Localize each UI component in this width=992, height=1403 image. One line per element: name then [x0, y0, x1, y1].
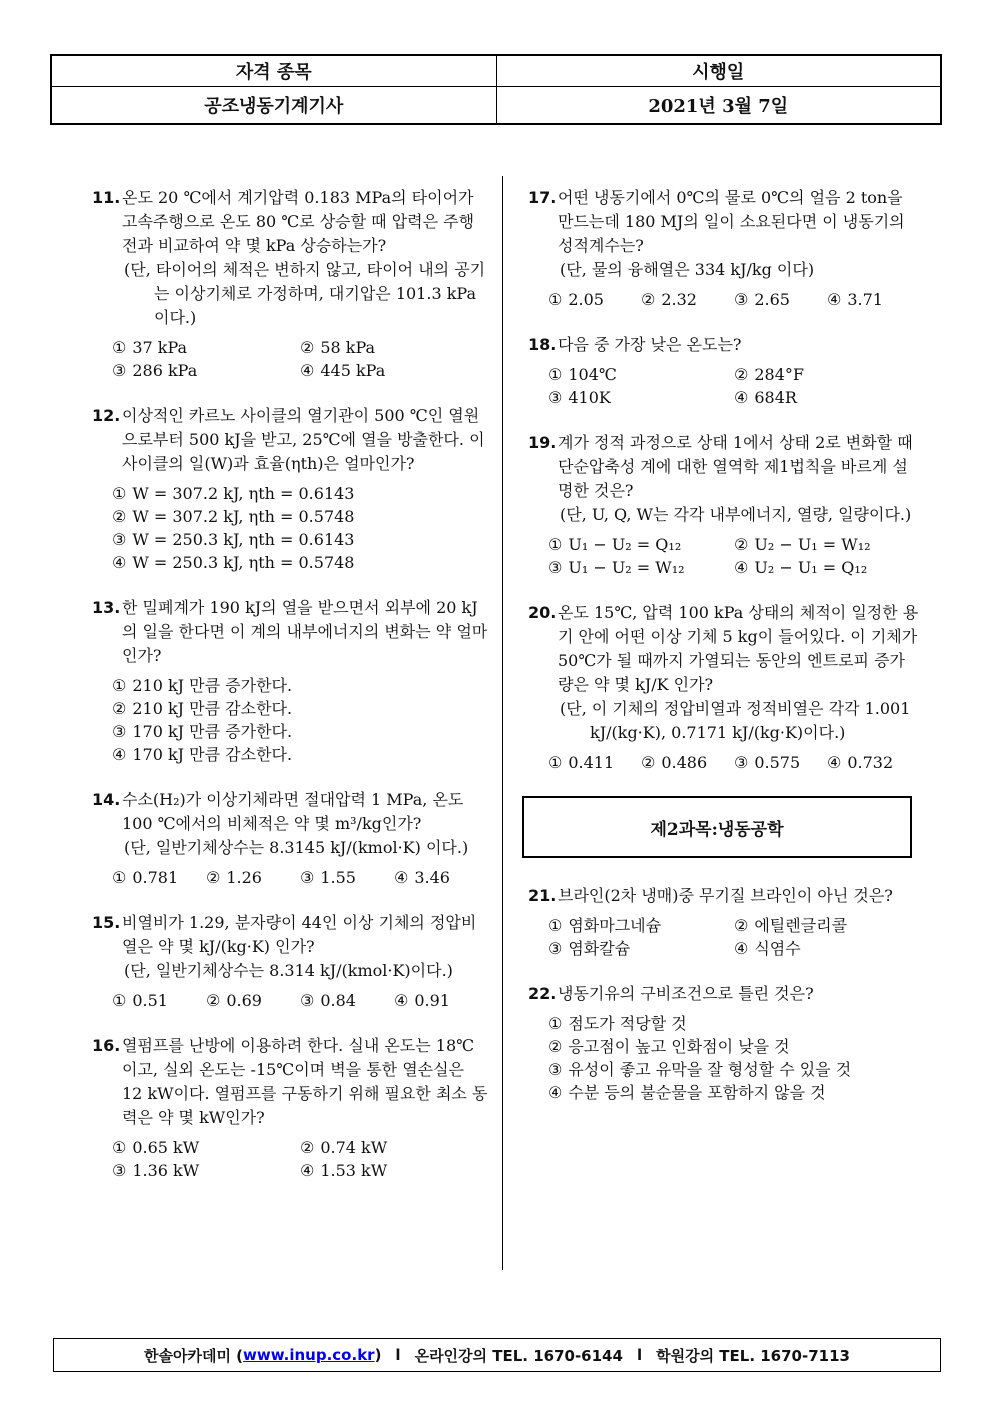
option-marker: ② — [734, 535, 749, 554]
option-text: U₁ − U₂ = Q₁₂ — [568, 535, 682, 554]
answer-option — [112, 989, 206, 1012]
option-marker: ② — [300, 1138, 315, 1157]
answer-option — [827, 288, 920, 311]
answer-option — [112, 697, 488, 720]
option-marker: ② — [641, 290, 656, 309]
option-marker: ① — [112, 676, 127, 695]
answer-option — [548, 1012, 920, 1035]
answer-option — [112, 505, 488, 528]
option-text: 0.74 kW — [320, 1138, 388, 1157]
question-stem — [92, 788, 488, 836]
question-stem — [528, 333, 920, 357]
option-marker: ① — [548, 753, 563, 772]
section-title-box — [522, 796, 912, 858]
answer-option — [548, 556, 734, 579]
question-text: 한 밀폐계가 190 kJ의 열을 받으면서 외부에 20 kJ의 일을 한다면 이 계의 내부에너지의 변화는 약 얼마인가? — [122, 598, 488, 665]
answer-options — [92, 482, 488, 574]
answer-option — [548, 751, 641, 774]
footer-org: 한솔아카데미 ( — [144, 1346, 244, 1365]
option-text: U₂ − U₁ = W₁₂ — [754, 535, 871, 554]
answer-options — [92, 1136, 488, 1182]
answer-option — [734, 533, 920, 556]
answer-options — [528, 363, 920, 409]
option-marker: ④ — [827, 290, 842, 309]
question-item — [528, 601, 920, 774]
exam-date: 2021년 3월 7일 — [496, 87, 941, 125]
answer-options — [92, 866, 488, 889]
answer-options — [528, 751, 920, 774]
option-marker: ④ — [548, 1083, 563, 1102]
answer-option — [641, 288, 734, 311]
column-divider — [502, 176, 503, 1270]
option-text: 응고점이 높고 인화점이 낮을 것 — [568, 1037, 790, 1056]
question-number: 19. — [528, 433, 557, 452]
option-text: 염화마그네슘 — [568, 916, 662, 935]
option-marker: ① — [112, 1138, 127, 1157]
option-text: 0.51 — [132, 991, 168, 1010]
option-text: 2.05 — [568, 290, 604, 309]
question-number: 11. — [92, 188, 121, 207]
answer-option — [394, 866, 488, 889]
question-number: 13. — [92, 598, 121, 617]
question-text: 비열비가 1.29, 분자량이 44인 이상 기체의 정압비열은 약 몇 kJ/(kg·K) 인가? — [122, 913, 477, 956]
option-text: 0.84 — [320, 991, 356, 1010]
option-marker: ③ — [734, 290, 749, 309]
option-text: W = 250.3 kJ, ηth = 0.6143 — [132, 530, 355, 549]
option-marker: ① — [548, 290, 563, 309]
option-marker: ② — [112, 699, 127, 718]
option-marker: ① — [548, 1014, 563, 1033]
question-number: 17. — [528, 188, 557, 207]
question-text: 다음 중 가장 낮은 온도는? — [558, 335, 742, 354]
question-stem — [528, 186, 920, 258]
option-marker: ② — [548, 1037, 563, 1056]
answer-options — [92, 989, 488, 1012]
option-marker: ④ — [112, 745, 127, 764]
option-marker: ① — [548, 916, 563, 935]
option-marker: ① — [112, 991, 127, 1010]
question-text: 어떤 냉동기에서 0℃의 물로 0℃의 얼음 2 ton을 만드는데 180 MJ의 일이 소요된다면 이 냉동기의 성적계수는? — [558, 188, 905, 255]
question-stem — [528, 601, 920, 697]
question-text: 브라인(2차 냉매)중 무기질 브라인이 아닌 것은? — [558, 886, 893, 905]
option-text: 3.71 — [847, 290, 883, 309]
option-text: U₂ − U₁ = Q₁₂ — [754, 558, 868, 577]
answer-option — [112, 336, 300, 359]
question-text: 이상적인 카르노 사이클의 열기관이 500 ℃인 열원으로부터 500 kJ을 받고, 25℃에 열을 방출한다. 이 사이클의 일(W)과 효율(ηth)은 얼마인가? — [122, 406, 485, 473]
option-text: 에틸렌글리콜 — [754, 916, 848, 935]
footer-online-tel: 온라인강의 TEL. 1670-6144 — [414, 1346, 623, 1365]
option-marker: ② — [734, 916, 749, 935]
question-stem — [528, 884, 920, 908]
question-stem — [528, 431, 920, 503]
question-text: 온도 15℃, 압력 100 kPa 상태의 체적이 일정한 용기 안에 어떤 이상 기체 5 kg이 들어있다. 이 기체가 50℃가 될 때까지 가열되는 동안의 엔트로피 증가량은 약 몇 kJ/K 인가? — [558, 603, 919, 694]
option-text: 수분 등의 불순물을 포함하지 않을 것 — [568, 1083, 826, 1102]
option-text: 284°F — [754, 365, 804, 384]
option-text: 염화칼슘 — [568, 939, 631, 958]
option-text: 2.65 — [754, 290, 790, 309]
option-text: 1.53 kW — [320, 1161, 388, 1180]
option-text: 0.575 — [754, 753, 801, 772]
question-item — [92, 596, 488, 766]
option-marker: ① — [112, 868, 127, 887]
question-number: 16. — [92, 1036, 121, 1055]
question-item — [92, 186, 488, 382]
answer-options — [528, 288, 920, 311]
section-title: 제2과목:냉동공학 — [650, 819, 784, 840]
option-marker: ③ — [112, 361, 127, 380]
answer-option — [206, 866, 300, 889]
exam-header-table — [50, 54, 942, 125]
answer-option — [548, 1035, 920, 1058]
option-text: 37 kPa — [132, 338, 188, 357]
option-text: W = 307.2 kJ, ηth = 0.5748 — [132, 507, 355, 526]
answer-option — [112, 1136, 300, 1159]
question-stem — [92, 186, 488, 258]
answer-option — [548, 1081, 920, 1104]
left-column — [92, 186, 488, 1204]
option-text: 1.26 — [226, 868, 262, 887]
option-marker: ③ — [300, 868, 315, 887]
option-marker: ④ — [827, 753, 842, 772]
answer-options — [92, 674, 488, 766]
right-column-questions-a — [528, 186, 920, 774]
option-marker: ④ — [734, 388, 749, 407]
answer-option — [548, 288, 641, 311]
option-text: 210 kJ 만큼 감소한다. — [132, 699, 293, 718]
option-marker: ④ — [734, 558, 749, 577]
question-stem — [92, 1034, 488, 1130]
question-number: 14. — [92, 790, 121, 809]
option-text: 58 kPa — [320, 338, 376, 357]
option-text: 410K — [568, 388, 611, 407]
question-note: (단, 물의 융해열은 334 kJ/kg 이다) — [560, 260, 815, 279]
right-column — [528, 186, 920, 1126]
answer-option — [112, 359, 300, 382]
question-number: 15. — [92, 913, 121, 932]
answer-option — [300, 336, 488, 359]
question-text: 냉동기유의 구비조건으로 틀린 것은? — [558, 984, 814, 1003]
answer-option — [112, 551, 488, 574]
option-text: 0.91 — [414, 991, 450, 1010]
option-text: 점도가 적당할 것 — [568, 1014, 687, 1033]
question-text: 수소(H₂)가 이상기체라면 절대압력 1 MPa, 온도 100 ℃에서의 비체적은 약 몇 m³/kg인가? — [122, 790, 464, 833]
option-marker: ③ — [548, 558, 563, 577]
header-col1-label: 자격 종목 — [51, 55, 496, 87]
option-marker: ④ — [112, 553, 127, 572]
question-note: (단, U, Q, W는 각각 내부에너지, 열량, 일량이다.) — [560, 505, 912, 524]
question-number: 12. — [92, 406, 121, 425]
option-text: 0.732 — [847, 753, 894, 772]
option-marker: ① — [112, 484, 127, 503]
option-marker: ① — [548, 365, 563, 384]
answer-option — [548, 533, 734, 556]
option-text: 0.69 — [226, 991, 262, 1010]
question-text: 열펌프를 난방에 이용하려 한다. 실내 온도는 18℃이고, 실외 온도는 -15℃이며 벽을 통한 열손실은 12 kW이다. 열펌프를 구동하기 위해 필요한 최소 동력은 약 몇 kW인가? — [122, 1036, 488, 1127]
answer-option — [734, 751, 827, 774]
option-text: 104℃ — [568, 365, 617, 384]
option-text: 0.781 — [132, 868, 179, 887]
answer-options — [528, 533, 920, 579]
option-text: 1.36 kW — [132, 1161, 200, 1180]
answer-option — [827, 751, 920, 774]
answer-option — [394, 989, 488, 1012]
answer-option — [300, 989, 394, 1012]
option-marker: ③ — [112, 722, 127, 741]
answer-option — [641, 751, 734, 774]
question-text: 온도 20 ℃에서 계기압력 0.183 MPa의 타이어가 고속주행으로 온도 80 ℃로 상승할 때 압력은 주행 전과 비교하여 약 몇 kPa 상승하는가? — [122, 188, 475, 255]
option-text: 170 kJ 만큼 증가한다. — [132, 722, 293, 741]
answer-option — [112, 743, 488, 766]
option-text: 0.65 kW — [132, 1138, 200, 1157]
question-item — [528, 333, 920, 409]
footer-paren: ) — [374, 1346, 382, 1364]
option-text: W = 250.3 kJ, ηth = 0.5748 — [132, 553, 355, 572]
question-item — [92, 1034, 488, 1182]
option-marker: ③ — [112, 530, 127, 549]
footer-separator: l — [636, 1346, 643, 1364]
question-note: (단, 일반기체상수는 8.314 kJ/(kmol·K)이다.) — [124, 961, 453, 980]
answer-option — [734, 363, 920, 386]
question-item — [92, 788, 488, 889]
answer-options — [528, 914, 920, 960]
option-marker: ② — [300, 338, 315, 357]
question-item — [528, 884, 920, 960]
question-number: 21. — [528, 886, 557, 905]
option-marker: ③ — [300, 991, 315, 1010]
option-text: 3.46 — [414, 868, 450, 887]
answer-option — [548, 386, 734, 409]
option-marker: ④ — [394, 868, 409, 887]
answer-options — [528, 1012, 920, 1104]
option-marker: ① — [112, 338, 127, 357]
option-marker: ③ — [548, 939, 563, 958]
option-marker: ③ — [548, 388, 563, 407]
option-text: 445 kPa — [320, 361, 386, 380]
answer-option — [112, 866, 206, 889]
option-marker: ④ — [734, 939, 749, 958]
question-stem — [528, 982, 920, 1006]
option-marker: ④ — [300, 361, 315, 380]
answer-option — [300, 1159, 488, 1182]
question-number: 18. — [528, 335, 557, 354]
answer-option — [112, 674, 488, 697]
answer-option — [734, 556, 920, 579]
answer-option — [548, 937, 734, 960]
answer-option — [734, 937, 920, 960]
option-text: 0.411 — [568, 753, 615, 772]
question-text: 계가 정적 과정으로 상태 1에서 상태 2로 변화할 때 단순압축성 계에 대한 열역학 제1법칙을 바르게 설명한 것은? — [558, 433, 913, 500]
option-text: W = 307.2 kJ, ηth = 0.6143 — [132, 484, 355, 503]
answer-option — [734, 386, 920, 409]
question-item — [528, 982, 920, 1104]
option-text: 식염수 — [754, 939, 801, 958]
footer-separator: l — [395, 1346, 401, 1364]
exam-subject: 공조냉동기계기사 — [51, 87, 496, 125]
question-number: 20. — [528, 603, 557, 622]
answer-option — [112, 528, 488, 551]
answer-option — [112, 1159, 300, 1182]
option-text: 286 kPa — [132, 361, 198, 380]
question-item — [528, 186, 920, 311]
option-marker: ② — [641, 753, 656, 772]
footer-academy-tel: 학원강의 TEL. 1670-7113 — [656, 1346, 850, 1365]
answer-option — [112, 720, 488, 743]
question-stem — [92, 596, 488, 668]
answer-options — [92, 336, 488, 382]
question-item — [528, 431, 920, 579]
question-note: (단, 이 기체의 정압비열과 정적비열은 각각 1.001 kJ/(kg·K), 0.7171 kJ/(kg·K)이다.) — [560, 699, 911, 742]
option-marker: ② — [206, 868, 221, 887]
answer-option — [112, 482, 488, 505]
option-text: 170 kJ 만큼 감소한다. — [132, 745, 293, 764]
option-marker: ④ — [394, 991, 409, 1010]
option-text: 2.32 — [661, 290, 697, 309]
question-item — [92, 911, 488, 1012]
option-marker: ④ — [300, 1161, 315, 1180]
option-marker: ③ — [548, 1060, 563, 1079]
option-text: 210 kJ 만큼 증가한다. — [132, 676, 293, 695]
question-note: (단, 타이어의 체적은 변하지 않고, 타이어 내의 공기는 이상기체로 가정하며, 대기압은 101.3 kPa이다.) — [124, 260, 486, 327]
answer-option — [300, 1136, 488, 1159]
option-marker: ② — [112, 507, 127, 526]
answer-option — [734, 288, 827, 311]
question-stem — [92, 911, 488, 959]
answer-option — [300, 359, 488, 382]
question-number: 22. — [528, 984, 557, 1003]
option-text: 684R — [754, 388, 797, 407]
answer-option — [734, 914, 920, 937]
option-text: 유성이 좋고 유막을 잘 형성할 수 있을 것 — [568, 1060, 852, 1079]
header-col2-label: 시행일 — [496, 55, 941, 87]
question-stem — [92, 404, 488, 476]
option-marker: ② — [734, 365, 749, 384]
page-footer — [53, 1338, 941, 1372]
option-text: U₁ − U₂ = W₁₂ — [568, 558, 685, 577]
answer-option — [206, 989, 300, 1012]
option-marker: ② — [206, 991, 221, 1010]
option-marker: ③ — [734, 753, 749, 772]
answer-option — [548, 914, 734, 937]
option-text: 1.55 — [320, 868, 356, 887]
option-marker: ③ — [112, 1161, 127, 1180]
question-item — [92, 404, 488, 574]
footer-website-link[interactable]: www.inup.co.kr — [243, 1346, 375, 1364]
question-note: (단, 일반기체상수는 8.3145 kJ/(kmol·K) 이다.) — [124, 838, 469, 857]
answer-option — [548, 363, 734, 386]
option-marker: ① — [548, 535, 563, 554]
right-column-questions-b — [528, 884, 920, 1104]
option-text: 0.486 — [661, 753, 708, 772]
answer-option — [548, 1058, 920, 1081]
answer-option — [300, 866, 394, 889]
